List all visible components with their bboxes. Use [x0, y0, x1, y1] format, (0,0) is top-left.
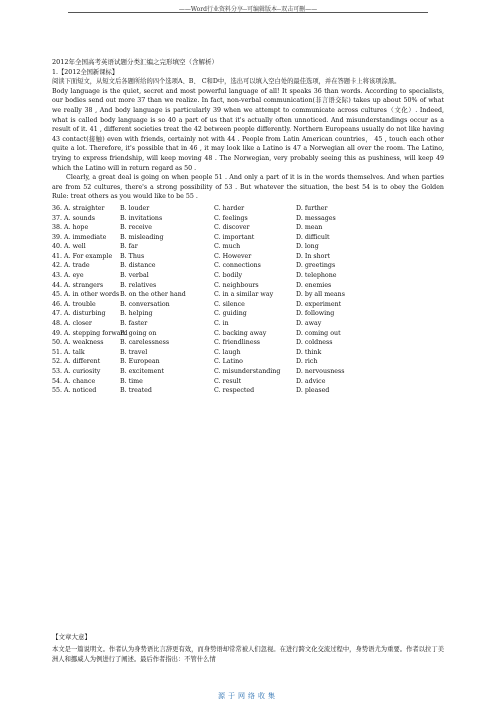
option-choice: 51. A. talk [52, 348, 85, 356]
option-choice: 49. A. stepping forward [52, 329, 128, 337]
option-row [52, 329, 444, 339]
option-choice: D. pleased [296, 387, 330, 395]
option-choice: D. greetings [296, 262, 336, 270]
option-choice: B. conversation [120, 300, 170, 308]
option-choice: 54. A. chance [52, 377, 96, 385]
option-choice: B. travel [120, 348, 148, 356]
option-choice: B. European [120, 358, 160, 366]
option-choice: C. harder [214, 204, 245, 212]
passage-paragraph-1: Body language is the quiet, secret and most powerful language of all! It speaks 36 than words. According to specialists, our bodies send out more 37 than we realize. In fact, non-verbal communication(非言语交际) takes up about 50% of what we really 38 , And body language is particularly 39 when we attempt to communicate across cultures（文化）. Indeed, what is called body language is so 40 a part of us that it's actually often unnoticed. And misunderstandings occur as a result of it. 41 , different societies treat the 42 between people differently. Northern Europeans usually do not like having 43 contact(接触) even with friends, certainly not with 44 . People from Latin American countries， 45 , touch each other quite a lot. Therefore, it's possible that in 46 , it may look like a Latino is 47 a Norwegian all over the room. The Latino, trying to express friendship, will keep moving 48 . The Norwegian, very probably seeing this as pushiness, will keep 49 which the Latino will in return regard as 50 . [52, 87, 444, 172]
option-choice: B. on the other hand [120, 291, 186, 299]
option-choice: D. experiment [296, 300, 342, 308]
option-choice: 42. A. trade [52, 262, 90, 270]
option-choice: C. discover [214, 224, 250, 232]
option-choice: 41. A. For example [52, 252, 113, 260]
option-choice: 46. A. trouble [52, 300, 96, 308]
option-choice: 55. A. noticed [52, 387, 97, 395]
option-choice: D. coming out [296, 329, 341, 337]
option-choice: B. misleading [120, 233, 164, 241]
option-choice: C. respected [214, 387, 255, 395]
option-choice: D. rich [296, 358, 318, 366]
document-title: 2012年全国高考英语试题分类汇编之完形填空（含解析） [52, 58, 219, 66]
option-row [52, 367, 444, 377]
option-row [52, 348, 444, 358]
option-choice: 37. A. sounds [52, 214, 95, 222]
option-choice: C. feelings [214, 214, 248, 222]
option-choice: B. going on [120, 329, 157, 337]
option-choice: C. neighbours [214, 281, 259, 289]
option-choice: 40. A. well [52, 243, 86, 251]
option-row [52, 223, 444, 233]
option-choice: C. laugh [214, 348, 241, 356]
option-choice: 36. A. straighter [52, 204, 105, 212]
option-choice: D. nervousness [296, 368, 345, 375]
option-choice: D. following [296, 310, 335, 318]
option-choice: B. faster [120, 320, 148, 328]
option-choice: C. bodily [214, 272, 243, 280]
option-choice: C. silence [214, 300, 245, 308]
option-choice: B. invitations [120, 214, 163, 222]
option-row [52, 261, 444, 271]
options-list [52, 204, 444, 396]
option-choice: 38. A. hope [52, 224, 89, 232]
option-choice: 47. A. disturbing [52, 310, 106, 318]
option-row [52, 386, 444, 396]
option-choice: C. result [214, 377, 242, 385]
option-choice: 39. A. immediate [52, 233, 107, 241]
option-row [52, 319, 444, 329]
option-row [52, 290, 444, 300]
option-choice: C. much [214, 243, 241, 251]
option-choice: C. important [214, 233, 255, 241]
option-choice: B. time [120, 377, 143, 385]
option-choice: C. However [214, 252, 252, 260]
option-choice: D. mean [296, 224, 323, 232]
option-choice: C. friendliness [214, 339, 261, 347]
option-choice: D. think [296, 348, 322, 356]
passage-paragraph-2: Clearly, a great deal is going on when people 51 . And only a part of it is in the words themselves. And when parties are from 52 cultures, there's a strong possibility of 53 . But whatever the situation, the best 54 is to obey the Golden Rule: treat others as you would like to be 55 . [52, 174, 444, 201]
option-choice: B. treated [120, 387, 152, 395]
option-row [52, 300, 444, 310]
option-row [52, 281, 444, 291]
option-choice: 53. A. curiosity [52, 368, 101, 375]
option-choice: C. backing away [214, 329, 267, 337]
option-choice: B. receive [120, 224, 152, 232]
option-choice: C. connections [214, 262, 261, 270]
option-choice: D. telephone [296, 272, 337, 280]
option-choice: C. Latino [214, 358, 243, 366]
option-choice: 43. A. eye [52, 272, 84, 280]
option-row [52, 309, 444, 319]
option-choice: 52. A. different [52, 358, 101, 366]
option-choice: D. away [296, 320, 322, 328]
option-choice: B. louder [120, 204, 150, 212]
option-row [52, 214, 444, 224]
option-row [52, 242, 444, 252]
option-choice: D. long [296, 243, 319, 251]
option-choice: C. guiding [214, 310, 247, 318]
option-choice: C. in a similar way [214, 291, 274, 299]
option-choice: D. by all means [296, 291, 345, 299]
option-choice: D. In short [296, 252, 330, 260]
option-choice: D. difficult [296, 233, 330, 241]
option-choice: B. distance [120, 262, 156, 270]
option-choice: D. messages [296, 214, 336, 222]
option-choice: B. excitement [120, 368, 164, 375]
option-choice: D. coldness [296, 339, 333, 347]
option-choice: C. misunderstanding [214, 368, 281, 375]
option-choice: D. advice [296, 377, 326, 385]
option-row [52, 357, 444, 367]
option-choice: B. helping [120, 310, 153, 318]
option-row [52, 204, 444, 214]
option-choice: B. far [120, 243, 138, 251]
option-choice: 44. A. strangers [52, 281, 104, 289]
header-divider [68, 12, 428, 13]
option-choice: B. relatives [120, 281, 157, 289]
document-body [52, 18, 444, 396]
option-row [52, 377, 444, 387]
page-footer: 源于网络收集 [218, 692, 278, 700]
option-choice: 45. A. in other words [52, 291, 120, 299]
question-number: 1.【2012全国新课标】 [52, 68, 119, 76]
summary-text: 本文是一篇说明文。作者认为身势语比言辞更有效，而身势语却常常被人们忽视。在进行跨文化交流过程中，身势语尤为重要。作者以拉丁美洲人和挪威人为例进行了阐述。最后作者指出：不管什么情 [52, 646, 444, 663]
option-choice: C. in [214, 320, 229, 328]
option-row [52, 338, 444, 348]
summary-heading: 【文章大意】 [52, 633, 91, 641]
option-choice: B. Thus [120, 252, 145, 260]
option-row [52, 271, 444, 281]
option-choice: 50. A. weakness [52, 339, 104, 347]
option-row [52, 252, 444, 262]
option-choice: D. further [296, 204, 328, 212]
instruction-text: 阅读下面短文，从短文后各题所给的四个选项A、B、 C和D中，选出可以填入空白处的最佳选项，并在答题卡上将该项涂黑。 [52, 78, 401, 86]
option-choice: B. verbal [120, 272, 149, 280]
option-choice: D. enemies [296, 281, 332, 289]
page-header: ——Word行业资料分享--可编辑版本--双击可删—— [178, 6, 318, 13]
option-choice: 48. A. closer [52, 320, 92, 328]
option-row [52, 233, 444, 243]
option-choice: B. carelessness [120, 339, 170, 347]
